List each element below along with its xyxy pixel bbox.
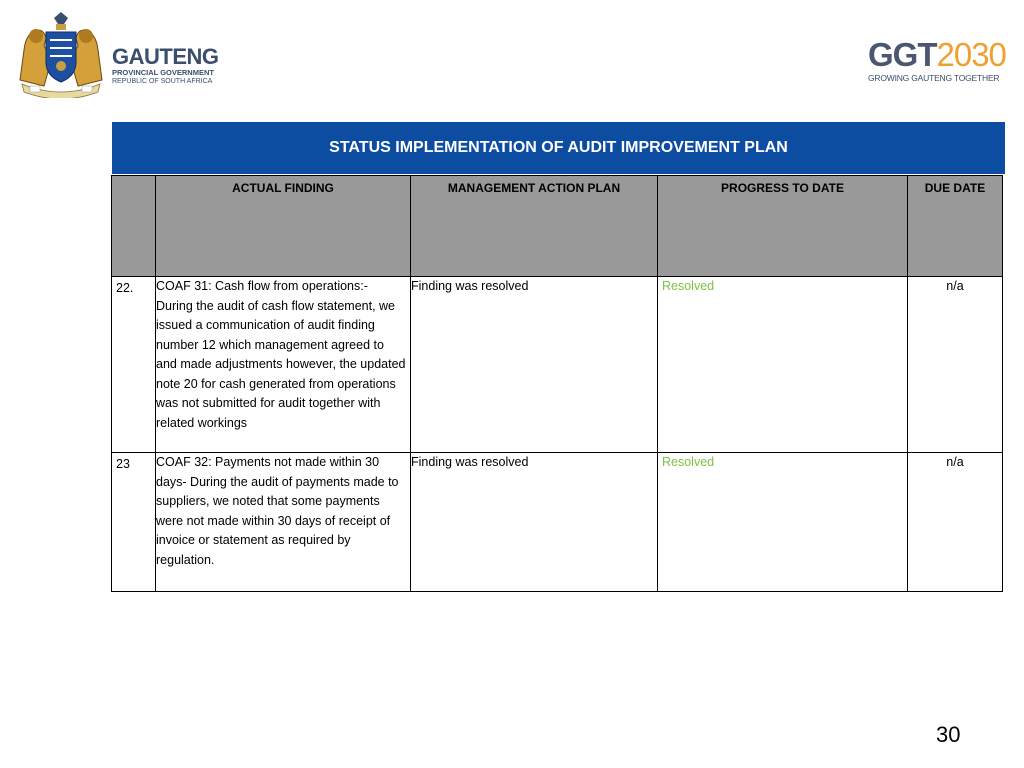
header-actual-finding: ACTUAL FINDING <box>156 176 411 277</box>
header-number <box>112 176 156 277</box>
table-header-row <box>112 176 1003 277</box>
table-row <box>112 277 1003 453</box>
ggt-year: 2030 <box>936 36 1006 73</box>
header-progress-to-date: PROGRESS TO DATE <box>658 176 908 277</box>
ggt-prefix: GGT <box>868 36 937 73</box>
row-finding: COAF 32: Payments not made within 30 days- During the audit of payments made to suppliers, we noted that some payments were not made within 30 days of receipt of invoice or statement as required by regulation. <box>156 453 411 592</box>
title-banner <box>112 122 1005 174</box>
page-title: STATUS IMPLEMENTATION OF AUDIT IMPROVEMENT PLAN <box>329 139 788 156</box>
header-due-date: DUE DATE <box>908 176 1003 277</box>
coat-of-arms-icon <box>14 10 108 98</box>
row-action: Finding was resolved <box>411 277 658 453</box>
row-progress: Resolved <box>658 453 908 592</box>
page-number: 30 <box>936 722 961 747</box>
gauteng-name: GAUTENG <box>112 44 219 69</box>
ggt2030-logo <box>868 38 1008 90</box>
row-number: 23 <box>112 453 156 592</box>
header-management-action-plan: MANAGEMENT ACTION PLAN <box>411 176 658 277</box>
gauteng-logo <box>14 10 219 100</box>
row-due-date: n/a <box>908 277 1003 453</box>
row-finding: COAF 31: Cash flow from operations:- During the audit of cash flow statement, we issued a communication of audit finding number 12 which management agreed to and made adjustments however, the updated note 20 for cash generated from operations was not submitted for audit together with related workings <box>156 277 411 453</box>
row-due-date: n/a <box>908 453 1003 592</box>
row-progress: Resolved <box>658 277 908 453</box>
ggt-tagline: GROWING GAUTENG TOGETHER <box>868 73 1000 83</box>
table-row <box>112 453 1003 592</box>
row-number: 22. <box>112 277 156 453</box>
gauteng-country: REPUBLIC OF SOUTH AFRICA <box>112 78 213 85</box>
row-action: Finding was resolved <box>411 453 658 592</box>
gauteng-subtitle: PROVINCIAL GOVERNMENT <box>112 68 214 77</box>
audit-plan-table <box>111 175 1003 592</box>
